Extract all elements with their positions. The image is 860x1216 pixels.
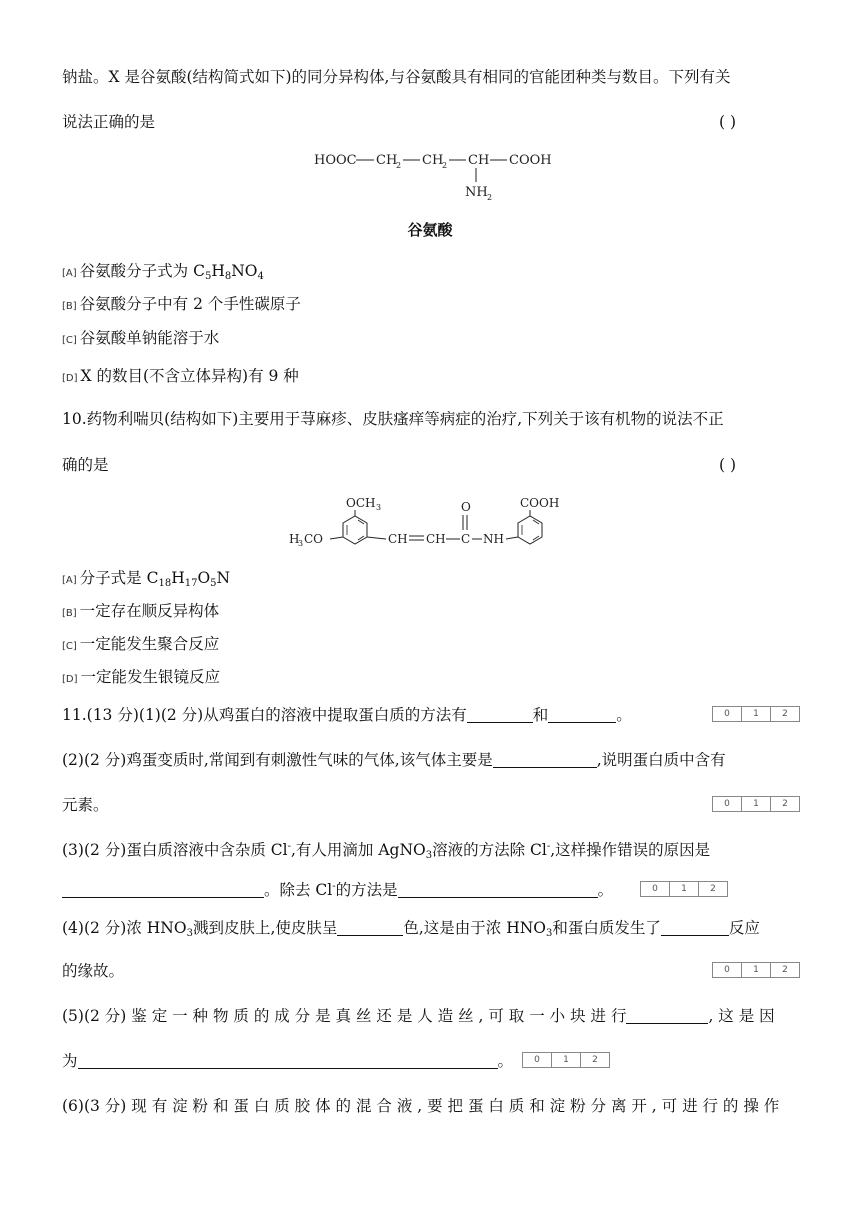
option-tag: [A] bbox=[62, 268, 77, 279]
score-0[interactable]: 0 bbox=[713, 707, 742, 721]
q10-line1: 10.药物利喘贝(结构如下)主要用于荨麻疹、皮肤瘙痒等病症的治疗,下列关于该有机物的说法不正 bbox=[62, 410, 724, 428]
score-box[interactable] bbox=[640, 881, 728, 897]
subscript: 3 bbox=[425, 850, 433, 861]
answer-blank[interactable] bbox=[493, 751, 597, 768]
q11-part5-cont bbox=[62, 1050, 798, 1072]
struct-h3co-h: H bbox=[289, 532, 300, 546]
score-2[interactable]: 2 bbox=[782, 799, 788, 809]
option-tag: [C] bbox=[62, 641, 77, 652]
answer-blank[interactable] bbox=[548, 706, 616, 723]
q11-text: 为 bbox=[62, 1052, 78, 1070]
q11-text: 和蛋白质发生了 bbox=[552, 919, 661, 937]
option-tag: [D] bbox=[62, 674, 78, 685]
struct-cooh: COOH bbox=[509, 153, 552, 168]
option-text: H bbox=[171, 569, 185, 587]
subscript: 5 bbox=[210, 578, 217, 589]
q11-part1 bbox=[62, 704, 798, 726]
glutamic-acid-structure bbox=[310, 146, 560, 204]
struct-ch-2: CH bbox=[426, 532, 446, 546]
q11-part4 bbox=[62, 917, 798, 939]
q11-part5 bbox=[62, 1005, 798, 1027]
answer-blank[interactable] bbox=[78, 1052, 498, 1069]
q11-text: (5)(2 分) 鉴 定 一 种 物 质 的 成 分 是 真 丝 还 是 人 造 丝 , 可 取 一 小 块 进 行 bbox=[62, 1007, 627, 1025]
subscript: 18 bbox=[158, 578, 172, 589]
struct-ch2-a: CH bbox=[376, 153, 398, 168]
q11-text: 。 bbox=[497, 1052, 514, 1070]
q10-answer-paren: ( ) bbox=[718, 456, 736, 474]
option-text: 谷氨酸单钠能溶于水 bbox=[79, 329, 220, 347]
score-1[interactable]: 1 bbox=[742, 797, 771, 811]
struct-carbonyl-o: O bbox=[461, 500, 471, 514]
struct-nh: NH bbox=[483, 532, 504, 546]
answer-blank[interactable] bbox=[626, 1007, 708, 1024]
score-1[interactable]: 1 bbox=[670, 882, 699, 896]
q9-line2 bbox=[62, 111, 798, 133]
q9-option-c bbox=[62, 327, 798, 352]
q11-text: 和 bbox=[532, 706, 549, 724]
score-box[interactable] bbox=[522, 1052, 610, 1068]
subscript: 5 bbox=[204, 271, 212, 282]
struct-ch2-a-sub: 2 bbox=[396, 161, 402, 170]
option-text: NO bbox=[231, 262, 258, 280]
q11-text: 色,这是由于浓 HNO bbox=[403, 919, 547, 937]
superscript: - bbox=[332, 881, 336, 892]
q11-text: (3)(2 分)蛋白质溶液中含杂质 Cl bbox=[62, 841, 288, 859]
q11-text: 。 bbox=[597, 881, 614, 899]
answer-blank[interactable] bbox=[337, 919, 403, 936]
q10-option-b bbox=[62, 600, 798, 625]
option-text: O bbox=[197, 569, 211, 587]
score-1[interactable]: 1 bbox=[742, 707, 771, 721]
superscript: - bbox=[546, 841, 551, 852]
q11-text: 溅到皮肤上,使皮肤呈 bbox=[192, 919, 338, 937]
q9-option-d bbox=[62, 365, 798, 390]
option-text: 谷氨酸分子中有 2 个手性碳原子 bbox=[79, 295, 301, 313]
q11-text: 反应 bbox=[728, 919, 760, 937]
struct-ch2-b: CH bbox=[422, 153, 444, 168]
q10-option-a bbox=[62, 567, 798, 592]
struct-cooh: COOH bbox=[520, 496, 560, 510]
score-2[interactable]: 2 bbox=[592, 1055, 598, 1065]
option-text: 分子式是 C bbox=[79, 569, 159, 587]
q11-text: (2)(2 分)鸡蛋变质时,常闻到有刺激性气味的气体,该气体主要是 bbox=[62, 751, 493, 769]
score-0[interactable]: 0 bbox=[523, 1053, 552, 1067]
subscript: 8 bbox=[224, 271, 232, 282]
struct-h3co-sub: 3 bbox=[298, 539, 304, 548]
option-text: 一定能发生聚合反应 bbox=[79, 635, 220, 653]
option-text: 一定存在顺反异构体 bbox=[79, 602, 220, 620]
option-text: 谷氨酸分子式为 C bbox=[79, 262, 205, 280]
q11-text: (4)(2 分)浓 HNO bbox=[62, 919, 187, 937]
q9-answer-paren: ( ) bbox=[718, 113, 736, 131]
struct-h3co-co: CO bbox=[304, 532, 324, 546]
option-tag: [B] bbox=[62, 608, 77, 619]
q11-text: 溶液的方法除 Cl bbox=[432, 841, 547, 859]
q11-part3 bbox=[62, 839, 798, 861]
subscript: 3 bbox=[186, 928, 193, 939]
score-box[interactable] bbox=[712, 962, 800, 978]
answer-blank[interactable] bbox=[467, 706, 533, 723]
q11-part2-cont: 元素。 bbox=[62, 796, 109, 814]
q11-part2 bbox=[62, 749, 798, 771]
struct-ch2-b-sub: 2 bbox=[442, 161, 448, 170]
option-tag: [C] bbox=[62, 335, 77, 346]
q11-text: ,这样操作错误的原因是 bbox=[550, 841, 711, 859]
q9-stem-end: 说法正确的是 bbox=[62, 113, 156, 131]
option-tag: [B] bbox=[62, 301, 77, 312]
struct-och3-sub: 3 bbox=[376, 503, 382, 512]
q10-option-c bbox=[62, 633, 798, 658]
struct-nh2: NH bbox=[465, 185, 488, 200]
struct-hooc: HOOC bbox=[314, 153, 357, 168]
q11-part4-cont: 的缘故。 bbox=[62, 962, 125, 980]
score-0[interactable]: 0 bbox=[713, 797, 742, 811]
option-text: 一定能发生银镜反应 bbox=[80, 668, 221, 686]
score-0[interactable]: 0 bbox=[641, 882, 670, 896]
option-text: H bbox=[211, 262, 225, 280]
score-1[interactable]: 1 bbox=[742, 963, 771, 977]
struct-ch-1: CH bbox=[388, 532, 408, 546]
q11-text: 11.(13 分)(1)(2 分)从鸡蛋白的溶液中提取蛋白质的方法有 bbox=[62, 706, 467, 724]
q9-option-b bbox=[62, 293, 798, 318]
score-1[interactable]: 1 bbox=[552, 1053, 581, 1067]
answer-blank[interactable] bbox=[398, 881, 598, 898]
score-2[interactable]: 2 bbox=[782, 709, 788, 719]
q9-option-a bbox=[62, 260, 798, 285]
q10-stem-end: 确的是 bbox=[62, 456, 109, 474]
option-text: N bbox=[216, 569, 231, 587]
tranilast-structure bbox=[286, 490, 586, 562]
subscript: 4 bbox=[257, 271, 264, 282]
score-box[interactable] bbox=[712, 796, 800, 812]
struct-ch: CH bbox=[468, 153, 490, 168]
score-0[interactable]: 0 bbox=[713, 963, 742, 977]
structure-caption: 谷氨酸 bbox=[407, 221, 453, 239]
answer-blank[interactable] bbox=[62, 881, 264, 898]
superscript: - bbox=[287, 841, 291, 852]
option-text: X 的数目(不含立体异构)有 9 种 bbox=[80, 367, 299, 385]
q11-text: 。除去 Cl bbox=[264, 881, 333, 899]
q11-text: 的方法是 bbox=[335, 881, 398, 899]
struct-och3: OCH bbox=[346, 496, 376, 510]
option-tag: [D] bbox=[62, 373, 78, 384]
score-2[interactable]: 2 bbox=[710, 884, 716, 894]
q11-text: 。 bbox=[616, 706, 632, 724]
struct-carbonyl-c: C bbox=[461, 532, 471, 546]
subscript: 17 bbox=[184, 578, 198, 589]
score-2[interactable]: 2 bbox=[782, 965, 788, 975]
q10-option-d bbox=[62, 666, 798, 691]
q11-text: ,有人用滴加 AgNO bbox=[290, 841, 426, 859]
q11-text: ,说明蛋白质中含有 bbox=[596, 751, 726, 769]
q10-line2 bbox=[62, 454, 798, 476]
score-box[interactable] bbox=[712, 706, 800, 722]
q11-part6: (6)(3 分) 现 有 淀 粉 和 蛋 白 质 胶 体 的 混 合 液 , 要 把 蛋 白 质 和 淀 粉 分 离 开 , 可 进 行 的 操 作 bbox=[62, 1097, 780, 1115]
option-tag: [A] bbox=[62, 575, 77, 586]
answer-blank[interactable] bbox=[661, 919, 729, 936]
struct-nh2-sub: 2 bbox=[487, 193, 493, 202]
q9-line1: 钠盐。X 是谷氨酸(结构简式如下)的同分异构体,与谷氨酸具有相同的官能团种类与数目。下列有关 bbox=[62, 68, 731, 86]
subscript: 3 bbox=[546, 928, 553, 939]
q11-text: , 这 是 因 bbox=[708, 1007, 775, 1025]
